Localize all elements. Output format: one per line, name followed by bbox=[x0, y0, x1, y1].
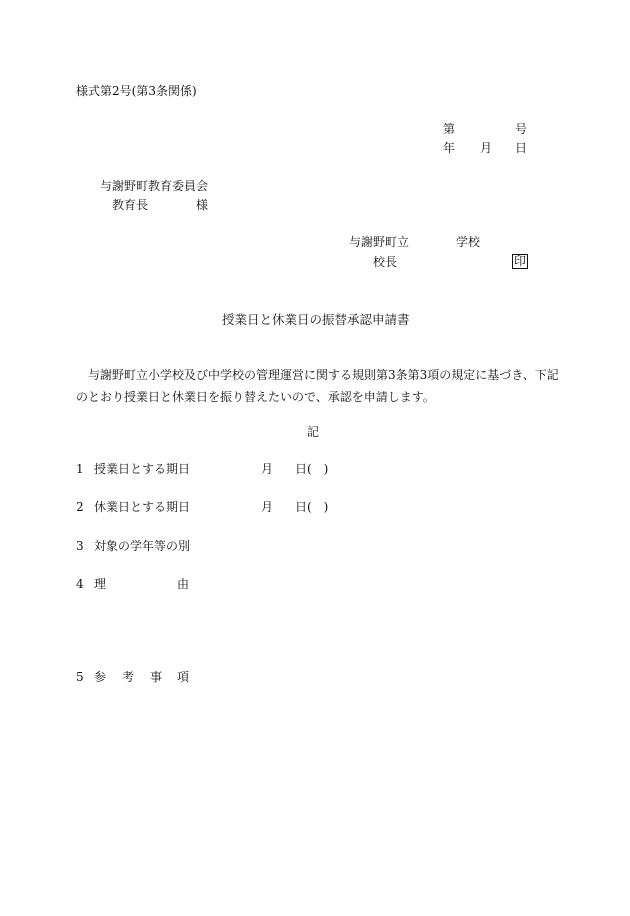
date-year: 年 bbox=[443, 141, 456, 155]
document-title: 授業日と休業日の振替承認申請書 bbox=[222, 312, 410, 327]
item-5-number: 5 bbox=[76, 670, 84, 684]
item-3-label: 対象の学年等の別 bbox=[94, 539, 191, 553]
item-4-label-a: 理 bbox=[94, 577, 107, 591]
seal-char: 印 bbox=[514, 254, 527, 268]
sender-school: 学校 bbox=[456, 235, 481, 249]
item-2-label: 休業日とする期日 bbox=[94, 500, 191, 514]
item-1-label: 授業日とする期日 bbox=[94, 462, 191, 476]
addressee-sama: 様 bbox=[196, 198, 209, 212]
item-3-number: 3 bbox=[76, 539, 84, 553]
sender-town: 与謝野町立 bbox=[349, 235, 410, 249]
item-4-label-b: 由 bbox=[177, 577, 190, 591]
item-5-char-3: 事 bbox=[150, 670, 163, 684]
item-5-char-1: 参 bbox=[94, 670, 107, 684]
body-paragraph bbox=[76, 364, 559, 408]
item-2-number: 2 bbox=[76, 500, 84, 514]
seal-mark bbox=[512, 254, 528, 269]
item-2-month: 月 bbox=[261, 500, 274, 514]
sender-principal: 校長 bbox=[373, 255, 398, 269]
item-1-day: 日( ) bbox=[295, 462, 329, 476]
date-month: 月 bbox=[480, 141, 493, 155]
form-label: 様式第2号(第3条関係) bbox=[76, 84, 197, 98]
item-5-char-4: 項 bbox=[177, 670, 190, 684]
item-5-char-2: 考 bbox=[122, 670, 135, 684]
item-1-month: 月 bbox=[261, 462, 274, 476]
doc-number-gou: 号 bbox=[515, 122, 528, 136]
item-1-number: 1 bbox=[76, 462, 84, 476]
body-line-2: のとおり授業日と休業日を振り替えたいので、承認を申請します。 bbox=[76, 390, 435, 404]
addressee-title: 教育長 bbox=[112, 198, 149, 212]
doc-number-dai: 第 bbox=[443, 122, 456, 136]
body-line-1: 与謝野町立小学校及び中学校の管理運営に関する規則第3条第3項の規定に基づき、下記 bbox=[88, 368, 559, 382]
ki-heading: 記 bbox=[307, 425, 320, 439]
addressee-org: 与謝野町教育委員会 bbox=[100, 179, 209, 193]
item-4-number: 4 bbox=[76, 577, 84, 591]
date-day: 日 bbox=[515, 141, 528, 155]
item-2-day: 日( ) bbox=[295, 500, 329, 514]
